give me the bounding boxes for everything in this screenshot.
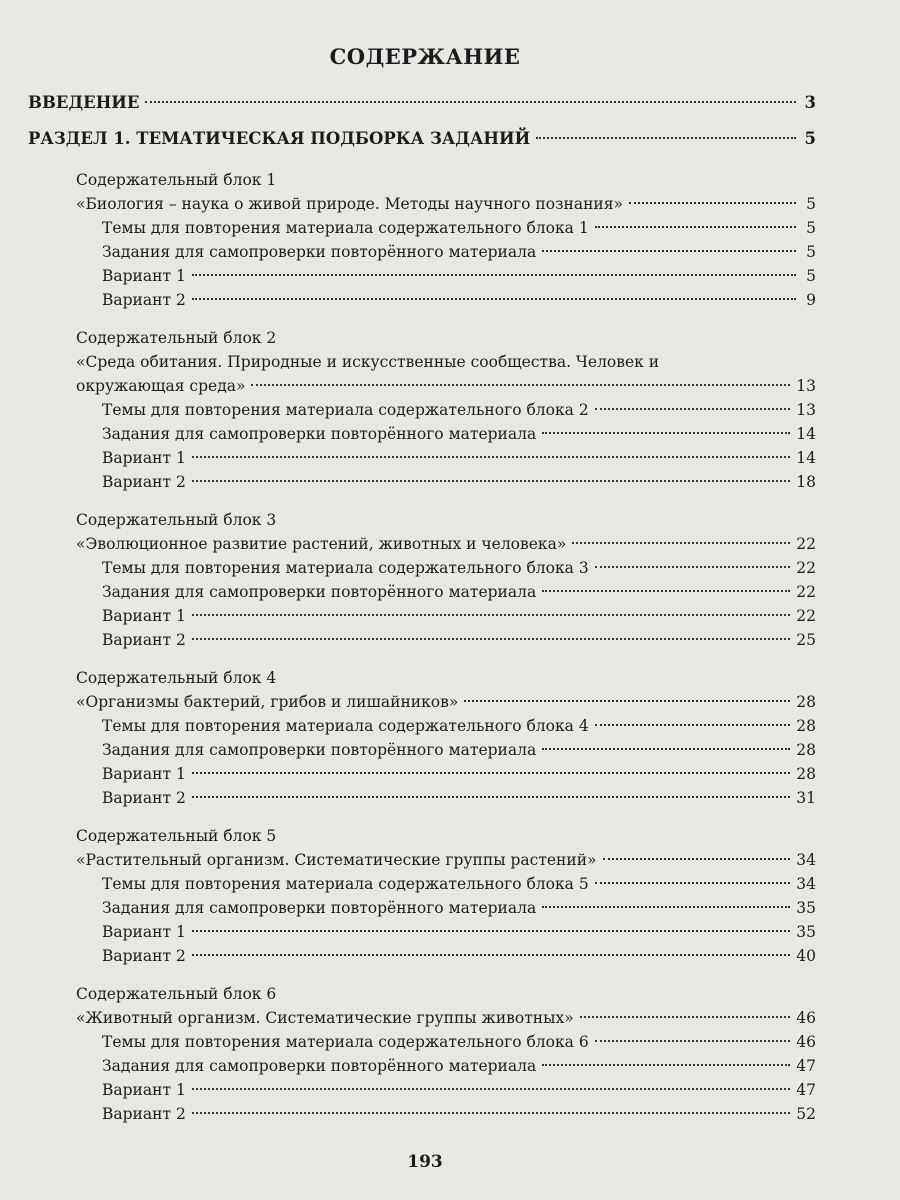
- toc-entry-page: 13: [796, 401, 816, 419]
- dot-leader: [192, 954, 790, 956]
- dot-leader: [192, 772, 790, 774]
- dot-leader: [192, 298, 796, 300]
- toc-entry-block-topic[interactable]: [28, 374, 816, 398]
- content-block: [28, 508, 816, 652]
- toc-entry-item[interactable]: [28, 422, 816, 446]
- toc-entry-page: 22: [796, 583, 816, 601]
- block-heading: Содержательный блок 3: [76, 511, 277, 529]
- toc-entry-item[interactable]: [28, 470, 816, 494]
- dot-leader: [572, 542, 790, 544]
- toc-entry-label: Вариант 1: [102, 267, 186, 285]
- toc-entry-page: 5: [806, 267, 816, 285]
- block-heading: Содержательный блок 4: [76, 669, 277, 687]
- toc-entry-page: 25: [796, 631, 816, 649]
- toc-entry-label: «Организмы бактерий, грибов и лишайников»: [76, 693, 459, 711]
- block-heading: Содержательный блок 5: [76, 827, 277, 845]
- toc-entry-page: 47: [796, 1057, 816, 1075]
- toc-entry-block-topic[interactable]: [28, 848, 816, 872]
- toc-entry-page: 5: [804, 129, 816, 148]
- toc-entry-label: «Животный организм. Систематические группы животных»: [76, 1009, 574, 1027]
- toc-entry-page: 35: [796, 899, 816, 917]
- toc-entry-label: РАЗДЕЛ 1. ТЕМАТИЧЕСКАЯ ПОДБОРКА ЗАДАНИЙ: [28, 129, 531, 148]
- toc-entry-label: Задания для самопроверки повторённого материала: [102, 899, 537, 917]
- toc-entry-label: Задания для самопроверки повторённого материала: [102, 425, 537, 443]
- toc-entry-page: 5: [806, 243, 816, 261]
- toc-entry-item[interactable]: [28, 1054, 816, 1078]
- toc-entry-label: Темы для повторения материала содержательного блока 4: [102, 717, 589, 735]
- toc-entry-label: Вариант 2: [102, 473, 186, 491]
- content-block: [28, 982, 816, 1126]
- dot-leader: [542, 250, 796, 252]
- toc-entry-page: 40: [796, 947, 816, 965]
- toc-entry-intro[interactable]: [28, 88, 816, 118]
- toc-entry-label: Темы для повторения материала содержательного блока 3: [102, 559, 589, 577]
- dot-leader: [595, 408, 791, 410]
- toc-entry-item[interactable]: [28, 398, 816, 422]
- toc-entry-page: 3: [804, 93, 816, 112]
- dot-leader: [595, 226, 796, 228]
- toc-entry-page: 47: [796, 1081, 816, 1099]
- dot-leader: [542, 748, 790, 750]
- dot-leader: [192, 480, 790, 482]
- dot-leader: [542, 432, 790, 434]
- toc-entry-label: Вариант 1: [102, 449, 186, 467]
- toc-entry-item[interactable]: [28, 714, 816, 738]
- content-block: [28, 824, 816, 968]
- toc-entry-item[interactable]: [28, 920, 816, 944]
- toc-entry-item[interactable]: [28, 628, 816, 652]
- toc-entry-item[interactable]: [28, 786, 816, 810]
- toc-entry-label: Вариант 2: [102, 631, 186, 649]
- dot-leader: [629, 202, 796, 204]
- toc-entry-page: 9: [806, 291, 816, 309]
- toc-entry-page: 14: [796, 425, 816, 443]
- dot-leader: [192, 274, 796, 276]
- content-block: [28, 326, 816, 494]
- toc-entry-page: 46: [796, 1033, 816, 1051]
- dot-leader: [595, 1040, 791, 1042]
- toc-entry-page: 22: [796, 559, 816, 577]
- dot-leader: [192, 614, 790, 616]
- toc-entry-label: Вариант 1: [102, 607, 186, 625]
- toc-entry-item[interactable]: [28, 216, 816, 240]
- dot-leader: [542, 590, 790, 592]
- block-heading: Содержательный блок 2: [76, 329, 277, 347]
- toc-entry-label: Задания для самопроверки повторённого материала: [102, 1057, 537, 1075]
- toc-entry-item[interactable]: [28, 1030, 816, 1054]
- toc-entry-label: Вариант 1: [102, 923, 186, 941]
- toc-entry-label: Вариант 1: [102, 1081, 186, 1099]
- toc-entry-item[interactable]: [28, 762, 816, 786]
- toc-entry-item[interactable]: [28, 604, 816, 628]
- toc-entry-block-topic[interactable]: [28, 532, 816, 556]
- toc-entry-item[interactable]: [28, 896, 816, 920]
- toc-entry-page: 28: [796, 717, 816, 735]
- dot-leader: [580, 1016, 791, 1018]
- toc-entry-label: Темы для повторения материала содержательного блока 6: [102, 1033, 589, 1051]
- dot-leader: [145, 101, 796, 103]
- toc-entry-label: «Эволюционное развитие растений, животных и человека»: [76, 535, 567, 553]
- toc-entry-label: Темы для повторения материала содержательного блока 2: [102, 401, 589, 419]
- content-block: [28, 666, 816, 810]
- dot-leader: [464, 700, 790, 702]
- dot-leader: [192, 638, 790, 640]
- toc-entry-label: Вариант 2: [102, 789, 186, 807]
- toc-entry-block-topic[interactable]: [28, 690, 816, 714]
- page-title: СОДЕРЖАНИЕ: [329, 44, 521, 69]
- table-of-contents: [28, 88, 816, 1126]
- page-number: 193: [407, 1152, 443, 1172]
- toc-entry-section-1[interactable]: [28, 124, 816, 154]
- toc-entry-label: Вариант 2: [102, 947, 186, 965]
- toc-entry-item[interactable]: [28, 264, 816, 288]
- dot-leader: [595, 882, 791, 884]
- toc-entry-page: 22: [796, 535, 816, 553]
- dot-leader: [192, 796, 790, 798]
- toc-entry-page: 46: [796, 1009, 816, 1027]
- dot-leader: [595, 724, 791, 726]
- toc-entry-item[interactable]: [28, 556, 816, 580]
- toc-entry-page: 52: [796, 1105, 816, 1123]
- toc-entry-label: Задания для самопроверки повторённого материала: [102, 583, 537, 601]
- dot-leader: [192, 456, 790, 458]
- toc-entry-block-topic[interactable]: [28, 192, 816, 216]
- toc-entry-label: Темы для повторения материала содержательного блока 5: [102, 875, 589, 893]
- toc-entry-item[interactable]: [28, 288, 816, 312]
- toc-entry-item[interactable]: [28, 1102, 816, 1126]
- toc-entry-label: Задания для самопроверки повторённого материала: [102, 741, 537, 759]
- toc-entry-item[interactable]: [28, 944, 816, 968]
- toc-entry-label: Вариант 1: [102, 765, 186, 783]
- dot-leader: [542, 906, 790, 908]
- block-heading: Содержательный блок 1: [76, 171, 277, 189]
- toc-entry-label: окружающая среда»: [76, 377, 246, 395]
- toc-entry-page: 35: [796, 923, 816, 941]
- toc-entry-item[interactable]: [28, 1078, 816, 1102]
- toc-entry-item[interactable]: [28, 446, 816, 470]
- content-block: [28, 168, 816, 312]
- toc-entry-label: «Растительный организм. Систематические группы растений»: [76, 851, 597, 869]
- toc-entry-page: 22: [796, 607, 816, 625]
- dot-leader: [251, 384, 790, 386]
- toc-entry-page: 14: [796, 449, 816, 467]
- toc-entry-page: 13: [796, 377, 816, 395]
- dot-leader: [603, 858, 791, 860]
- toc-entry-label: ВВЕДЕНИЕ: [28, 93, 140, 112]
- dot-leader: [192, 1112, 790, 1114]
- toc-entry-page: 5: [806, 195, 816, 213]
- toc-entry-page: 28: [796, 741, 816, 759]
- toc-entry-page: 34: [796, 875, 816, 893]
- toc-entry-page: 18: [796, 473, 816, 491]
- dot-leader: [595, 566, 791, 568]
- toc-entry-item[interactable]: [28, 872, 816, 896]
- toc-entry-label: Темы для повторения материала содержательного блока 1: [102, 219, 589, 237]
- dot-leader: [192, 930, 790, 932]
- toc-entry-label: Вариант 2: [102, 291, 186, 309]
- dot-leader: [542, 1064, 790, 1066]
- toc-entry-item[interactable]: [28, 738, 816, 762]
- toc-entry-item[interactable]: [28, 580, 816, 604]
- toc-entry-label: «Биология – наука о живой природе. Методы научного познания»: [76, 195, 624, 213]
- toc-entry-page: 31: [796, 789, 816, 807]
- toc-entry-block-topic[interactable]: [28, 1006, 816, 1030]
- toc-entry-label: Вариант 2: [102, 1105, 186, 1123]
- toc-entry-page: 28: [796, 693, 816, 711]
- toc-entry-page: 28: [796, 765, 816, 783]
- block-heading: Содержательный блок 6: [76, 985, 277, 1003]
- dot-leader: [192, 1088, 790, 1090]
- block-topic-line: «Среда обитания. Природные и искусственные сообщества. Человек и: [76, 353, 660, 371]
- toc-entry-item[interactable]: [28, 240, 816, 264]
- content-blocks: [28, 168, 816, 1126]
- toc-entry-page: 5: [806, 219, 816, 237]
- toc-entry-label: Задания для самопроверки повторённого материала: [102, 243, 537, 261]
- dot-leader: [536, 137, 796, 139]
- toc-entry-page: 34: [796, 851, 816, 869]
